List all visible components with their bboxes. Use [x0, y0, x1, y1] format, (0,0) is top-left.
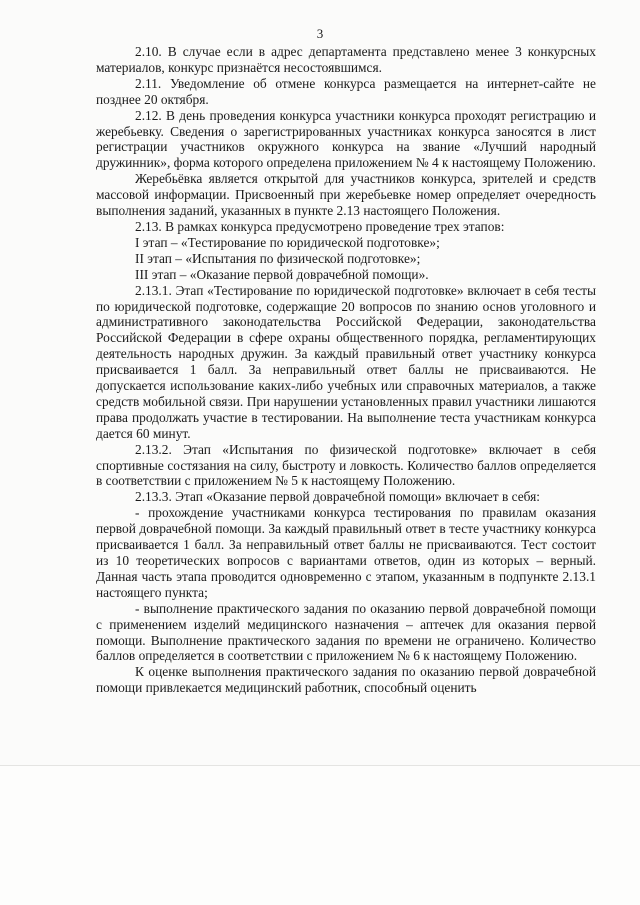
paragraph-2-12: 2.12. В день проведения конкурса участники конкурса проходят регистрацию и жеребьевку. Сведения о зарегистрированных участниках конкурса заносятся в лист регистрации участников окружного конкурса на звание «Лучший народный дружинник», форма которого определена приложением № 4 к настоящему Положению. — [96, 107, 596, 171]
stage-1: I этап – «Тестирование по юридической подготовке»; — [135, 234, 440, 250]
stage-2: II этап – «Испытания по физической подготовке»; — [135, 250, 421, 266]
paragraph-2-13-1: 2.13.1. Этап «Тестирование по юридической подготовке» включает в себя тесты по юридической подготовке, содержащие 20 вопросов по знанию основ уголовного и административного законодательства Российской Федерации, законодательства Российской Федерации в сфере охраны общественного порядка, регламентирующих деятельность народных дружин. За каждый правильный ответ участнику конкурса присваивается 1 балл. За неправильный ответ баллы не присваиваются. Не допускается использование каких-либо учебных или справочных материалов, а также средств мобильной связи. При нарушении установленных правил участники лишаются права продолжать участие в тестировании. На выполнение теста участникам конкурса дается 60 минут. — [96, 282, 596, 441]
paragraph-2-13-2: 2.13.2. Этап «Испытания по физической подготовке» включает в себя спортивные состязания на силу, быстроту и ловкость. Количество баллов определяется в соответствии с приложением № 5 к настоящему Положению. — [96, 441, 596, 489]
paragraph-2-13-3: 2.13.3. Этап «Оказание первой доврачебной помощи» включает в себя: — [135, 489, 541, 505]
bullet-practical: - выполнение практического задания по оказанию первой доврачебной помощи с применением изделий медицинского назначения – аптечек для оказания первой помощи. Выполнение практического задания по времени не ограничено. Количество баллов определяется в соответствии с приложением № 6 к настоящему Положению. — [96, 600, 596, 664]
document-body — [96, 44, 596, 696]
paragraph-draw: Жеребьёвка является открытой для участников конкурса, зрителей и средств массовой информации. Присвоенный при жеребьевке номер определяет очередность выполнения заданий, указанных в пункте 2.13 настоящего Положения. — [96, 171, 596, 219]
paragraph-2-11: 2.11. Уведомление об отмене конкурса размещается на интернет-сайте не позднее 20 октября. — [96, 75, 596, 107]
paragraph-2-10: 2.10. В случае если в адрес департамента представлено менее 3 конкурсных материалов, конкурс признаётся несостоявшимся. — [96, 44, 596, 75]
paragraph-2-13: 2.13. В рамках конкурса предусмотрено проведение трех этапов: — [135, 218, 505, 234]
paragraph-evaluation: К оценке выполнения практического задания по оказанию первой доврачебной помощи привлекается медицинский работник, способный оценить — [96, 664, 596, 696]
stage-3: III этап – «Оказание первой доврачебной помощи». — [135, 266, 429, 282]
bullet-testing: - прохождение участниками конкурса тестирования по правилам оказания первой доврачебной помощи. За каждый правильный ответ в тесте участнику конкурса присваивается 1 балл. За неправильный ответ баллы не присваиваются. Тест состоит из 10 теоретических вопросов с вариантами ответов, один из которых – верный. Данная часть этапа проводится одновременно с этапом, указанным в подпункте 2.13.1 настоящего пункта; — [96, 505, 596, 600]
page-number: 3 — [316, 26, 324, 41]
